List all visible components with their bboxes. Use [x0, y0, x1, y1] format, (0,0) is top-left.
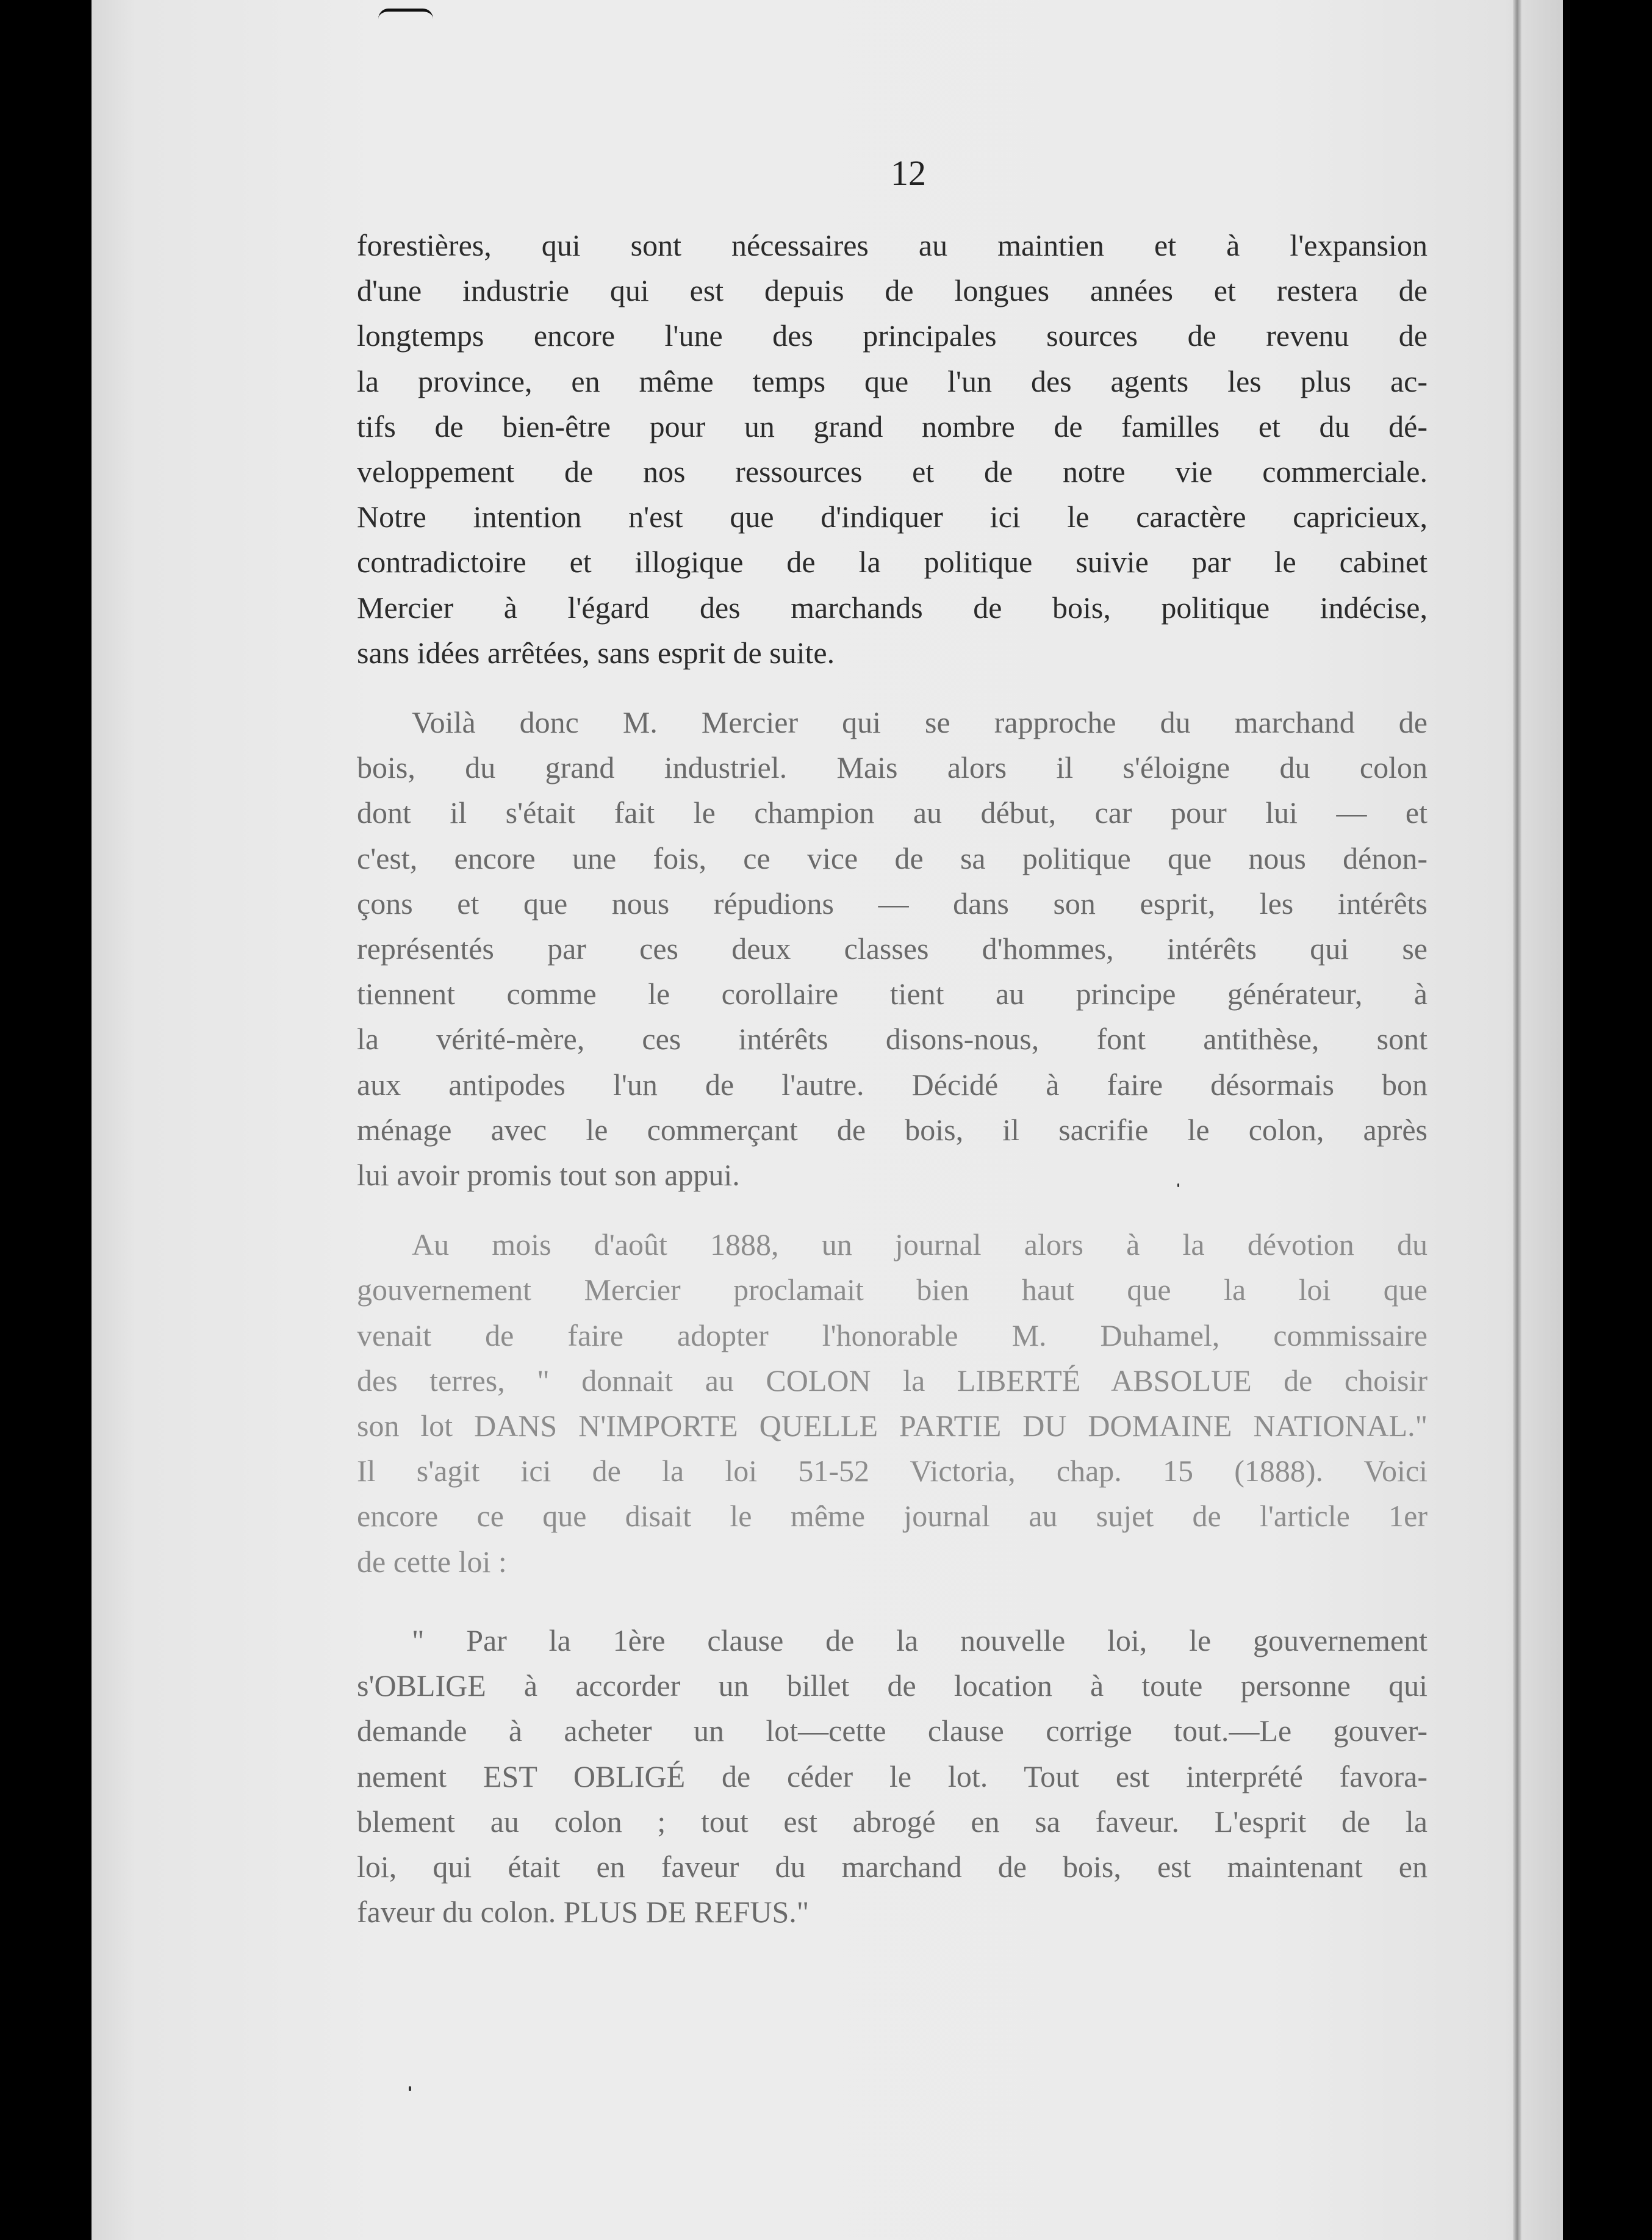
- text-line: son lot DANS N'IMPORTE QUELLE PARTIE DU DOMAINE NATIONAL.": [357, 1409, 1428, 1443]
- text-line: Au mois d'août 1888, un journal alors à la dévotion du: [412, 1227, 1428, 1262]
- text-line: s'OBLIGE à accorder un billet de location à toute personne qui: [357, 1668, 1428, 1703]
- text-line: faveur du colon. PLUS DE REFUS.": [357, 1895, 810, 1929]
- text-line: tifs de bien-être pour un grand nombre de familles et du dé-: [357, 409, 1428, 443]
- text-line: demande à acheter un lot—cette clause corrige tout.—Le gouver-: [357, 1714, 1428, 1748]
- text-line: c'est, encore une fois, ce vice de sa politique que nous dénon-: [357, 841, 1428, 875]
- text-line: gouvernement Mercier proclamait bien haut que la loi que: [357, 1273, 1428, 1307]
- page-gutter: [1513, 0, 1521, 2240]
- text-line: lui avoir promis tout son appui.: [357, 1158, 740, 1193]
- text-line: des terres, " donnait au COLON la LIBERTÉ ABSOLUE de choisir: [357, 1363, 1428, 1398]
- paragraph-2: [357, 700, 1428, 1197]
- text-line: veloppement de nos ressources et de notre vie commerciale.: [357, 454, 1428, 489]
- text-line: Voilà donc M. Mercier qui se rapproche du marchand de: [412, 705, 1428, 740]
- paragraph-4-quote: [357, 1618, 1428, 1934]
- paragraph-1: [357, 223, 1428, 675]
- text-line: ménage avec le commerçant de bois, il sacrifie le colon, après: [357, 1112, 1428, 1147]
- text-line: bois, du grand industriel. Mais alors il s'éloigne du colon: [357, 750, 1428, 785]
- text-line: aux antipodes l'un de l'autre. Décidé à faire désormais bon: [357, 1067, 1428, 1102]
- text-line: Mercier à l'égard des marchands de bois, politique indécise,: [357, 590, 1428, 625]
- paragraph-3: [357, 1222, 1428, 1584]
- text-line: dont il s'était fait le champion au début, car pour lui — et: [357, 795, 1428, 830]
- page-number: 12: [891, 153, 926, 193]
- text-line: longtemps encore l'une des principales sources de revenu de: [357, 318, 1428, 353]
- text-line: forestières, qui sont nécessaires au maintien et à l'expansion: [357, 228, 1428, 262]
- text-line: çons et que nous répudions — dans son esprit, les intérêts: [357, 886, 1428, 921]
- text-line: " Par la 1ère clause de la nouvelle loi, le gouvernement: [412, 1623, 1428, 1657]
- text-line: de cette loi :: [357, 1544, 507, 1579]
- text-line: d'une industrie qui est depuis de longues années et restera de: [357, 273, 1428, 308]
- text-line: loi, qui était en faveur du marchand de bois, est maintenant en: [357, 1849, 1428, 1884]
- ink-speck: [409, 2086, 411, 2091]
- text-line: blement au colon ; tout est abrogé en sa faveur. L'esprit de la: [357, 1804, 1428, 1839]
- text-line: représentés par ces deux classes d'hommes, intérêts qui se: [357, 932, 1428, 966]
- text-line: nement EST OBLIGÉ de céder le lot. Tout est interprété favora-: [357, 1759, 1428, 1793]
- text-line: contradictoire et illogique de la politique suivie par le cabinet: [357, 545, 1428, 580]
- ink-speck: [1177, 1183, 1179, 1187]
- scan-border: [1563, 0, 1652, 2240]
- text-line: Il s'agit ici de la loi 51-52 Victoria, chap. 15 (1888). Voici: [357, 1454, 1428, 1488]
- text-line: la vérité-mère, ces intérêts disons-nous, font antithèse, sont: [357, 1022, 1428, 1057]
- text-line: la province, en même temps que l'un des agents les plus ac-: [357, 364, 1428, 398]
- scanned-page: [92, 0, 1563, 2240]
- body-text: [357, 223, 1428, 1959]
- text-line: tiennent comme le corollaire tient au principe générateur, à: [357, 977, 1428, 1011]
- text-line: sans idées arrêtées, sans esprit de suite.: [357, 635, 835, 670]
- text-line: encore ce que disait le même journal au sujet de l'article 1er: [357, 1499, 1428, 1534]
- text-line: Notre intention n'est que d'indiquer ici le caractère capricieux,: [357, 500, 1428, 534]
- ink-mark: [378, 9, 433, 19]
- text-line: venait de faire adopter l'honorable M. Duhamel, commissaire: [357, 1318, 1428, 1352]
